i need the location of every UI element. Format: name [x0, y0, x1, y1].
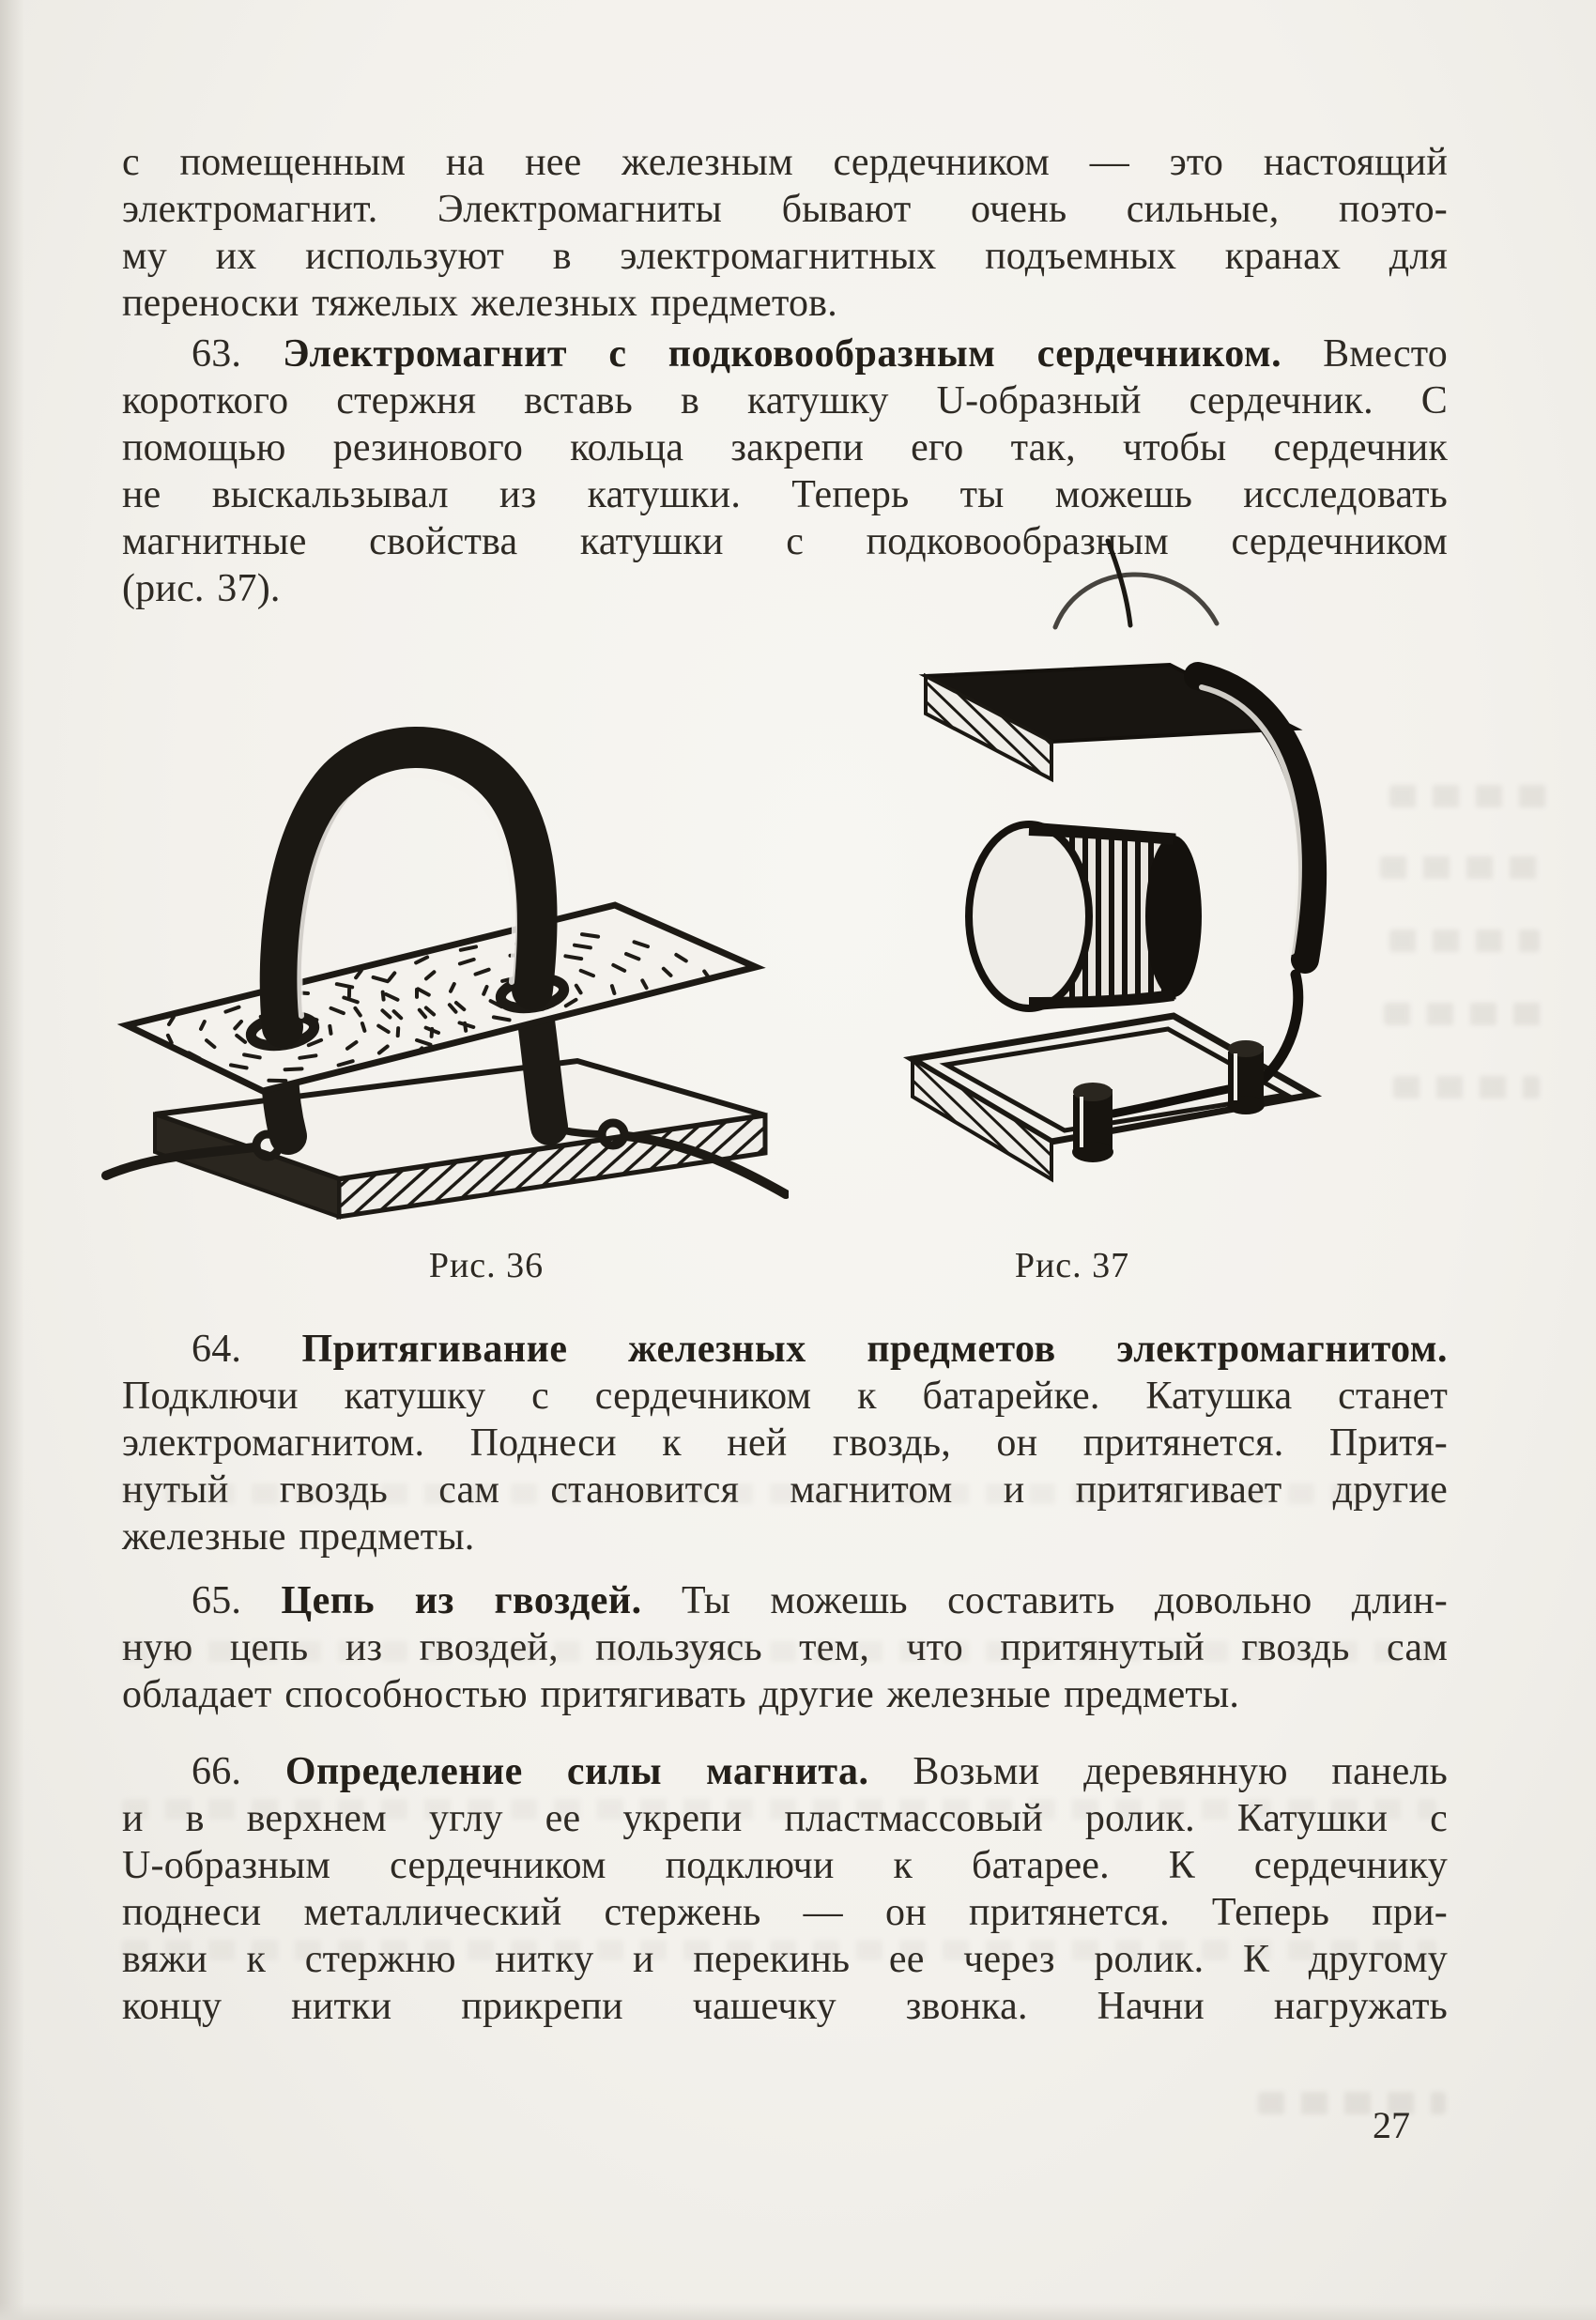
text-line: с помещенным на нее железным сердечником — это настоящий	[122, 141, 1448, 184]
figure-37-caption: Рис. 37	[1014, 1246, 1130, 1285]
text-line: переноски тяжелых железных предметов.	[122, 282, 837, 325]
text-line: электромагнит. Электромагниты бывают очень сильные, поэто-	[122, 188, 1448, 231]
text-line: ную цепь из гвоздей, пользуясь тем, что притянутый гвоздь сам	[122, 1626, 1448, 1669]
text-line: вяжи к стержню нитку и перекинь ее через ролик. К другому	[122, 1938, 1448, 1981]
bleedthrough-ghost	[1389, 930, 1540, 952]
fig37-core-rod	[1055, 541, 1217, 627]
text-line: 63. Электромагнит с подковообразным сердечником. Вместо	[192, 332, 1448, 376]
text-line: короткого стержня вставь в катушку U-образный сердечник. С	[122, 379, 1448, 423]
bleedthrough-ghost	[122, 1483, 1436, 1504]
text-line: 66. Определение силы магнита. Возьми деревянную панель	[192, 1750, 1448, 1793]
figure-37-illustration	[871, 533, 1369, 1223]
text-line: и в верхнем углу ее укрепи пластмассовый ролик. Катушки с	[122, 1797, 1448, 1840]
paragraph-66	[122, 1748, 1448, 2030]
text-line: 64. Притягивание железных предметов электромагнитом.	[192, 1328, 1448, 1371]
scan-edge-shadow	[0, 0, 24, 2320]
bleedthrough-ghost	[1389, 785, 1547, 807]
text-line: му их используют в электромагнитных подъемных кранах для	[122, 235, 1448, 278]
fig36-filings-plate	[100, 905, 756, 1092]
fig37-coil	[969, 824, 1202, 1008]
text-line: U-образным сердечником подключи к батарее. К сердечнику	[122, 1844, 1448, 1887]
figure-36-illustration	[89, 622, 789, 1227]
figure-36-caption: Рис. 36	[428, 1246, 545, 1285]
text-line: Подключи катушку с сердечником к батарейке. Катушка станет	[122, 1375, 1448, 1418]
text-line: магнитные свойства катушки с подковообразным сердечником	[122, 520, 1448, 563]
text-line: нутый гвоздь сам становится магнитом и притягивает другие	[122, 1468, 1448, 1512]
bleedthrough-ghost	[1393, 1076, 1540, 1099]
bleedthrough-ghost	[1258, 2092, 1446, 2114]
paragraph-continuation	[122, 139, 1448, 327]
text-line: не выскальзывал из катушки. Теперь ты можешь исследовать	[122, 473, 1448, 516]
text-line: (рис. 37).	[122, 567, 281, 610]
text-line: поднеси металлический стержень — он притянется. Теперь при-	[122, 1891, 1448, 1934]
bleedthrough-ghost	[122, 1799, 1436, 1820]
text-line: электромагнитом. Поднеси к ней гвоздь, он притянется. Притя-	[122, 1421, 1448, 1465]
bleedthrough-ghost	[1380, 856, 1547, 879]
text-line: обладает способностью притягивать другие железные предметы.	[122, 1673, 1240, 1716]
scan-edge-shadow-bottom	[0, 2303, 1596, 2320]
bleedthrough-ghost	[122, 1641, 1436, 1662]
paragraph-64	[122, 1326, 1448, 1560]
text-line: 65. Цепь из гвоздей. Ты можешь составить довольно длин-	[192, 1579, 1448, 1622]
text-line: помощью резинового кольца закрепи его так, чтобы сердечник	[122, 426, 1448, 469]
bleedthrough-ghost	[122, 1940, 1436, 1960]
bleedthrough-ghost	[1384, 1003, 1543, 1025]
page-number: 27	[1373, 2104, 1410, 2146]
text-line: концу нитки прикрепи чашечку звонка. Начни нагружать	[122, 1985, 1448, 2028]
text-line: железные предметы.	[122, 1515, 475, 1559]
